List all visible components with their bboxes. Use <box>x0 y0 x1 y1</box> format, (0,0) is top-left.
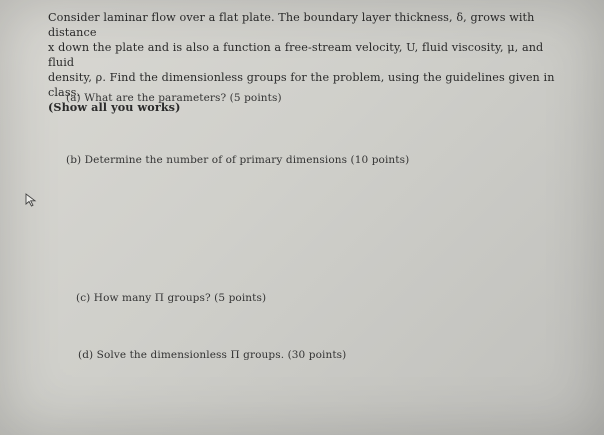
intro-line-1: Consider laminar flow over a flat plate. The boundary layer thickness, δ, grows with distance <box>48 11 535 39</box>
mouse-pointer-icon <box>25 192 37 206</box>
question-d: (d) Solve the dimensionless Π groups. (30 points) <box>78 349 347 361</box>
question-c: (c) How many Π groups? (5 points) <box>76 292 267 304</box>
question-a: (a) What are the parameters? (5 points) <box>66 92 282 104</box>
question-b: (b) Determine the number of of primary dimensions (10 points) <box>66 154 410 166</box>
instruction-text: (Show all you works) <box>48 100 181 114</box>
intro-line-2: x down the plate and is also a function a free-stream velocity, U, fluid viscosity, μ, and fluid <box>48 41 544 69</box>
intro-line-3: density, ρ. Find the dimensionless groups for the problem, using the guidelines given in class. <box>48 71 555 99</box>
